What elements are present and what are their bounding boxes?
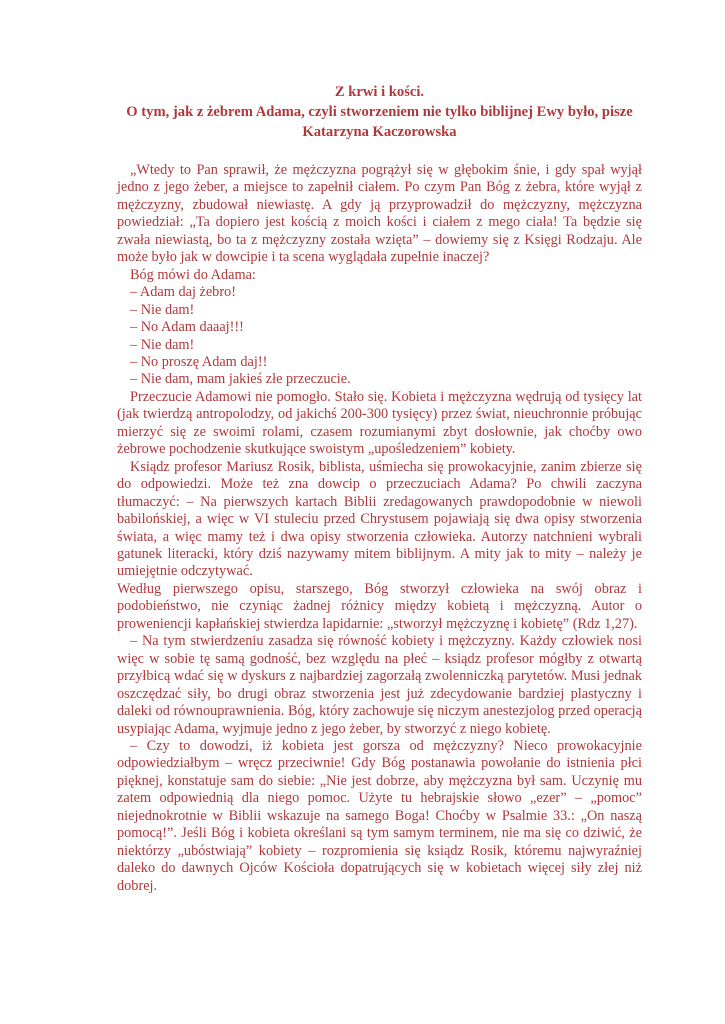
paragraph: Według pierwszego opisu, starszego, Bóg stworzył człowieka na swój obraz i podobieństwo, nie czyniąc żadnej różnicy między kobietą i mężczyzną. Autor o proweniencji kapłańskiej stwierdza lapidarnie: „stworzył mężczyznę i kobietę” (Rdz 1,27). [117,580,642,632]
article-body [117,162,642,895]
article-subtitle-line1: O tym, jak z żebrem Adama, czyli stworzeniem nie tylko biblijnej Ewy było, pisze [126,104,633,120]
article-title-block [117,82,642,142]
dialogue-line: – No proszę Adam daj!! [130,353,268,370]
paragraph: – Czy to dowodzi, iż kobieta jest gorsza od mężczyzny? Nieco prowokacyjnie odpowiedziałbym – wręcz przeciwnie! Gdy Bóg postanawia powołanie do istnienia płci pięknej, konstatuje sam do siebie: „Nie jest dobrze, aby mężczyzna był sam. Uczynię mu zatem odpowiednią dla niego pomoc. Użyte tu hebrajskie słowo „ezer” – „pomoc” niejednokrotnie w Biblii wskazuje na samego Boga! Choćby w Psalmie 33.: „On naszą pomocą!”. Jeśli Bóg i kobieta określani są tym samym terminem, nie ma się co dziwić, że niektórzy „ubóstwiają” kobiety – rozpromienia się ksiądz Rosik, któremu najwyraźniej daleko do dawnych Ojców Kościoła dopatrujących się w kobietach więcej siły złej niż dobrej. [117,737,642,894]
paragraph: Ksiądz profesor Mariusz Rosik, biblista, uśmiecha się prowokacyjnie, zanim zbierze się do odpowiedzi. Może też zna dowcip o przeczuciach Adama? Po chwili zaczyna tłumaczyć: – Na pierwszych kartach Biblii zredagowanych prawdopodobnie w niewoli babilońskiej, a więc w VI stuleciu przed Chrystusem pojawiają się dwa opisy stworzenia świata, a więc mamy też i dwa opisy stworzenia człowieka. Autorzy natchnieni wybrali gatunek literacki, który dziś nazywamy mitem biblijnym. A mity jak to mity – należy je umiejętnie odczytywać. [117,458,642,580]
article-title: Z krwi i kości. [334,84,425,100]
dialogue-line: – Nie dam, mam jakieś złe przeczucie. [130,371,351,388]
dialogue-line: Bóg mówi do Adama: [130,266,256,283]
dialogue-line: – Nie dam! [130,301,195,318]
paragraph-intro: „Wtedy to Pan sprawił, że mężczyzna pogrążył się w głębokim śnie, i gdy spał wyjął jedno z jego żeber, a miejsce to zapełnił ciałem. Po czym Pan Bóg z żebra, które wyjął z mężczyzny, zbudował niewiastę. A gdy ją przyprowadził do mężczyzny, mężczyzna powiedział: „Ta dopiero jest kością z moich kości i ciałem z mego ciała! Ta będzie się zwała niewiastą, bo ta z mężczyzny została wzięta” – dowiemy się z Księgi Rodzaju. Ale może było jak w dowcipie i ta scena wyglądała zupełnie inaczej? [117,162,642,266]
article-author: Katarzyna Kaczorowska [302,124,457,140]
paragraph: Przeczucie Adamowi nie pomogło. Stało się. Kobieta i mężczyzna wędrują od tysięcy lat (jak twierdzą antropolodzy, od jakichś 200-300 tysięcy) przez świat, nieuchronnie próbując mierzyć się ze swoimi rolami, czasem rozumianymi zbyt dosłownie, jak choćby owo żebrowe pochodzenie skutkujące swoistym „upośledzeniem” kobiety. [117,388,642,458]
dialogue-line: – Adam daj żebro! [130,284,236,301]
dialogue-line: – No Adam daaaj!!! [130,319,244,336]
dialogue-line: – Nie dam! [130,336,195,353]
paragraph: – Na tym stwierdzeniu zasadza się równość kobiety i mężczyzny. Każdy człowiek nosi więc w sobie tę samą godność, bez względu na płeć – ksiądz profesor mógłby z otwartą przyłbicą wdać się w dyskurs z najbardziej zagorzałą zwolenniczką parytetów. Musi jednak oszczędzać siły, bo drugi obraz stworzenia jest już zdecydowanie bardziej plastyczny i daleki od równouprawnienia. Bóg, który zachowuje się niczym anestezjolog przed operacją usypiając Adama, wyjmuje jedno z jego żeber, by stworzyć z niego kobietę. [117,633,642,737]
